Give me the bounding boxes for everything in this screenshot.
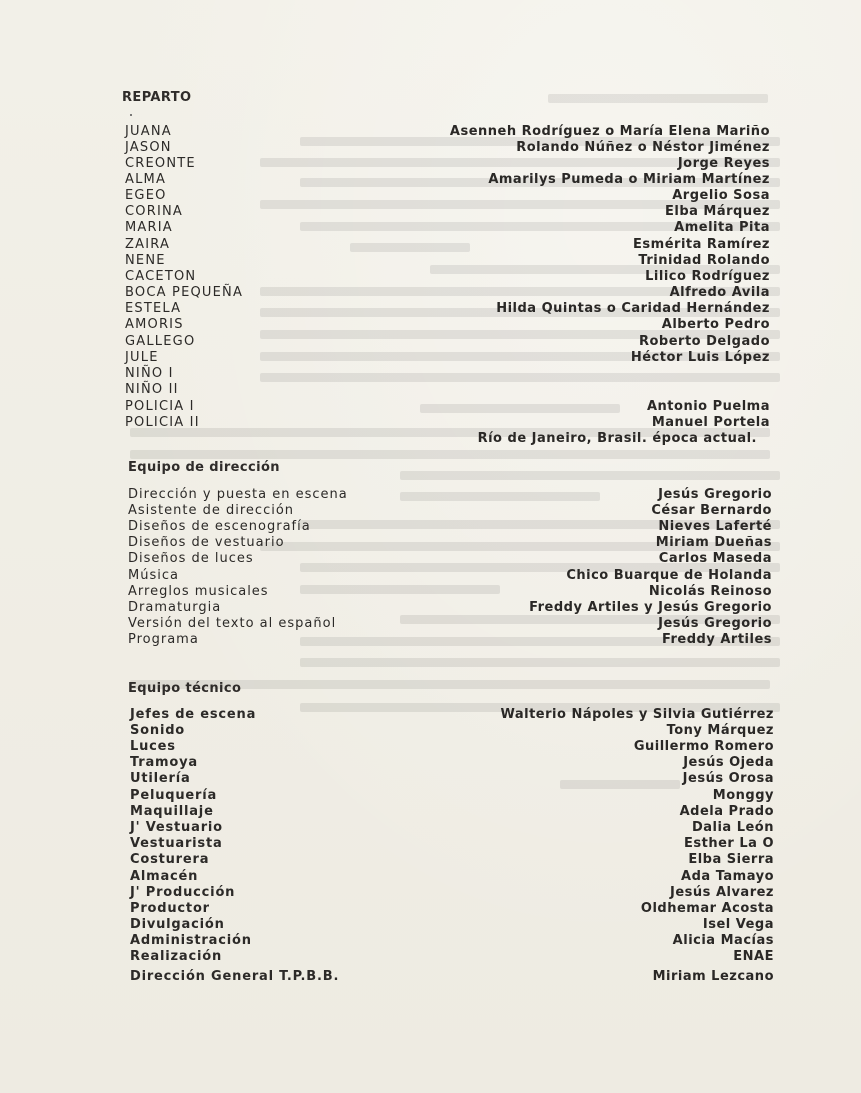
cast-actor: Jorge Reyes [677, 156, 770, 171]
credit-role: Tramoya [130, 755, 198, 770]
credit-role: Dirección y puesta en escena [128, 487, 348, 502]
cast-role: BOCA PEQUEÑA [125, 285, 244, 300]
ink-speck [130, 114, 132, 116]
credit-role: Dramaturgia [128, 600, 222, 615]
credit-role: Maquillaje [130, 804, 214, 819]
credit-row [0, 969, 861, 985]
cast-role: CORINA [125, 204, 183, 219]
cast-actor: Héctor Luis López [630, 350, 770, 365]
cast-actor: Amelita Pita [674, 220, 770, 235]
cast-row [0, 204, 861, 220]
credit-row [0, 616, 861, 632]
credit-role: Diseños de escenografía [128, 519, 311, 534]
credit-person: Jesús Orosa [682, 771, 774, 786]
cast-row [0, 220, 861, 236]
credit-role: J' Producción [130, 885, 236, 900]
credit-row [0, 568, 861, 584]
cast-role: JASON [125, 140, 172, 155]
credit-role: Asistente de dirección [128, 503, 295, 518]
cast-role: AMORIS [125, 317, 184, 332]
setting-note: Río de Janeiro, Brasil. época actual. [477, 431, 757, 446]
cast-role: CREONTE [125, 156, 196, 171]
credit-role: Divulgación [130, 917, 225, 932]
credit-person: Jesús Gregorio [658, 616, 772, 631]
credit-person: Esther La O [684, 836, 774, 851]
credit-row [0, 901, 861, 917]
cast-role: JULE [125, 350, 159, 365]
cast-row [0, 415, 861, 431]
credit-person: Chico Buarque de Holanda [566, 568, 772, 583]
cast-role: ALMA [125, 172, 167, 187]
credit-row [0, 600, 861, 616]
cast-actor: Roberto Delgado [638, 334, 770, 349]
credit-row [0, 836, 861, 852]
cast-row [0, 334, 861, 350]
cast-role: ESTELA [125, 301, 182, 316]
credit-person: Jesús Alvarez [670, 885, 774, 900]
credit-person: Nicolás Reinoso [648, 584, 772, 599]
credit-person: Jesús Gregorio [658, 487, 772, 502]
cast-actor: Antonio Puelma [646, 399, 770, 414]
cast-role: POLICIA II [125, 415, 200, 430]
cast-role: POLICIA I [125, 399, 195, 414]
credit-row [0, 519, 861, 535]
cast-actor: Argelio Sosa [672, 188, 770, 203]
credit-role: Productor [130, 901, 210, 916]
credit-role: Vestuarista [130, 836, 223, 851]
credit-role: Dirección General T.P.B.B. [130, 969, 340, 984]
credit-person: Adela Prado [679, 804, 774, 819]
credit-role: Costurera [130, 852, 210, 867]
credit-role: Versión del texto al español [128, 616, 337, 631]
credit-role: Arreglos musicales [128, 584, 269, 599]
credit-person: Isel Vega [702, 917, 774, 932]
cast-actor: Lilico Rodríguez [645, 269, 770, 284]
credit-row [0, 551, 861, 567]
cast-actor: Elba Márquez [664, 204, 770, 219]
cast-role: JUANA [125, 124, 172, 139]
credit-role: Diseños de luces [128, 551, 254, 566]
cast-actor: Amarilys Pumeda o Miriam Martínez [488, 172, 770, 187]
credit-row [0, 804, 861, 820]
tecnico-heading: Equipo técnico [128, 681, 242, 696]
cast-row [0, 366, 861, 382]
cast-role: NIÑO II [125, 382, 179, 397]
credit-person: Miriam Dueñas [655, 535, 772, 550]
credit-person: Oldhemar Acosta [640, 901, 774, 916]
cast-actor: Esmérita Ramírez [633, 237, 770, 252]
credit-role: Luces [130, 739, 176, 754]
credit-person: Jesús Ojeda [683, 755, 774, 770]
credit-row [0, 771, 861, 787]
cast-row [0, 253, 861, 269]
cast-row [0, 382, 861, 398]
credit-row [0, 869, 861, 885]
credit-person: César Bernardo [651, 503, 772, 518]
cast-role: CACETON [125, 269, 197, 284]
cast-role: EGEO [125, 188, 167, 203]
credit-person: Walterio Nápoles y Silvia Gutiérrez [500, 707, 774, 722]
credit-row [0, 949, 861, 965]
credit-person: Monggy [712, 788, 774, 803]
credit-row [0, 535, 861, 551]
direccion-heading: Equipo de dirección [128, 460, 280, 475]
credit-row [0, 739, 861, 755]
cast-actor: Manuel Portela [651, 415, 770, 430]
credit-person: Carlos Maseda [658, 551, 772, 566]
cast-role: NIÑO I [125, 366, 174, 381]
cast-role: NENE [125, 253, 166, 268]
cast-row [0, 350, 861, 366]
credit-row [0, 852, 861, 868]
cast-actor: Alberto Pedro [661, 317, 770, 332]
credit-person: Elba Sierra [688, 852, 774, 867]
credit-role: Jefes de escena [130, 707, 257, 722]
credit-person: Nieves Laferté [658, 519, 772, 534]
credit-person: Alicia Macías [672, 933, 774, 948]
credit-role: Diseños de vestuario [128, 535, 285, 550]
cast-row [0, 172, 861, 188]
reparto-heading: REPARTO [122, 90, 192, 105]
cast-row [0, 124, 861, 140]
credit-role: Realización [130, 949, 222, 964]
cast-row [0, 399, 861, 415]
cast-row [0, 188, 861, 204]
credit-role: Peluquería [130, 788, 218, 803]
cast-actor: Alfredo Avila [669, 285, 770, 300]
credit-row [0, 820, 861, 836]
cast-row [0, 237, 861, 253]
cast-row [0, 285, 861, 301]
credit-row [0, 885, 861, 901]
credit-row [0, 933, 861, 949]
credit-row [0, 584, 861, 600]
cast-actor: Hilda Quintas o Caridad Hernández [496, 301, 770, 316]
cast-role: MARIA [125, 220, 173, 235]
cast-actor: Trinidad Rolando [638, 253, 770, 268]
cast-row [0, 269, 861, 285]
credit-row [0, 707, 861, 723]
credit-person: Freddy Artiles y Jesús Gregorio [529, 600, 772, 615]
cast-actor: Asenneh Rodríguez o María Elena Mariño [449, 124, 770, 139]
cast-row [0, 156, 861, 172]
credit-row [0, 755, 861, 771]
credit-row [0, 917, 861, 933]
cast-row [0, 301, 861, 317]
credit-row [0, 788, 861, 804]
credit-row [0, 503, 861, 519]
credit-role: Utilería [130, 771, 191, 786]
credit-row [0, 723, 861, 739]
credit-role: Sonido [130, 723, 186, 738]
cast-row [0, 317, 861, 333]
credit-role: Programa [128, 632, 199, 647]
credit-role: Administración [130, 933, 252, 948]
credit-role: J' Vestuario [130, 820, 223, 835]
credit-person: Ada Tamayo [681, 869, 774, 884]
credit-person: Tony Márquez [666, 723, 774, 738]
setting-row [0, 431, 861, 447]
credit-person: Miriam Lezcano [652, 969, 774, 984]
cast-actor: Rolando Núñez o Néstor Jiménez [516, 140, 770, 155]
credit-row [0, 632, 861, 648]
credit-person: Dalia León [691, 820, 774, 835]
cast-row [0, 140, 861, 156]
credit-row [0, 487, 861, 503]
credit-person: Freddy Artiles [661, 632, 772, 647]
credit-role: Música [128, 568, 179, 583]
cast-role: ZAIRA [125, 237, 171, 252]
cast-role: GALLEGO [125, 334, 196, 349]
credit-person: Guillermo Romero [633, 739, 774, 754]
credit-role: Almacén [130, 869, 199, 884]
credit-person: ENAE [733, 949, 774, 964]
